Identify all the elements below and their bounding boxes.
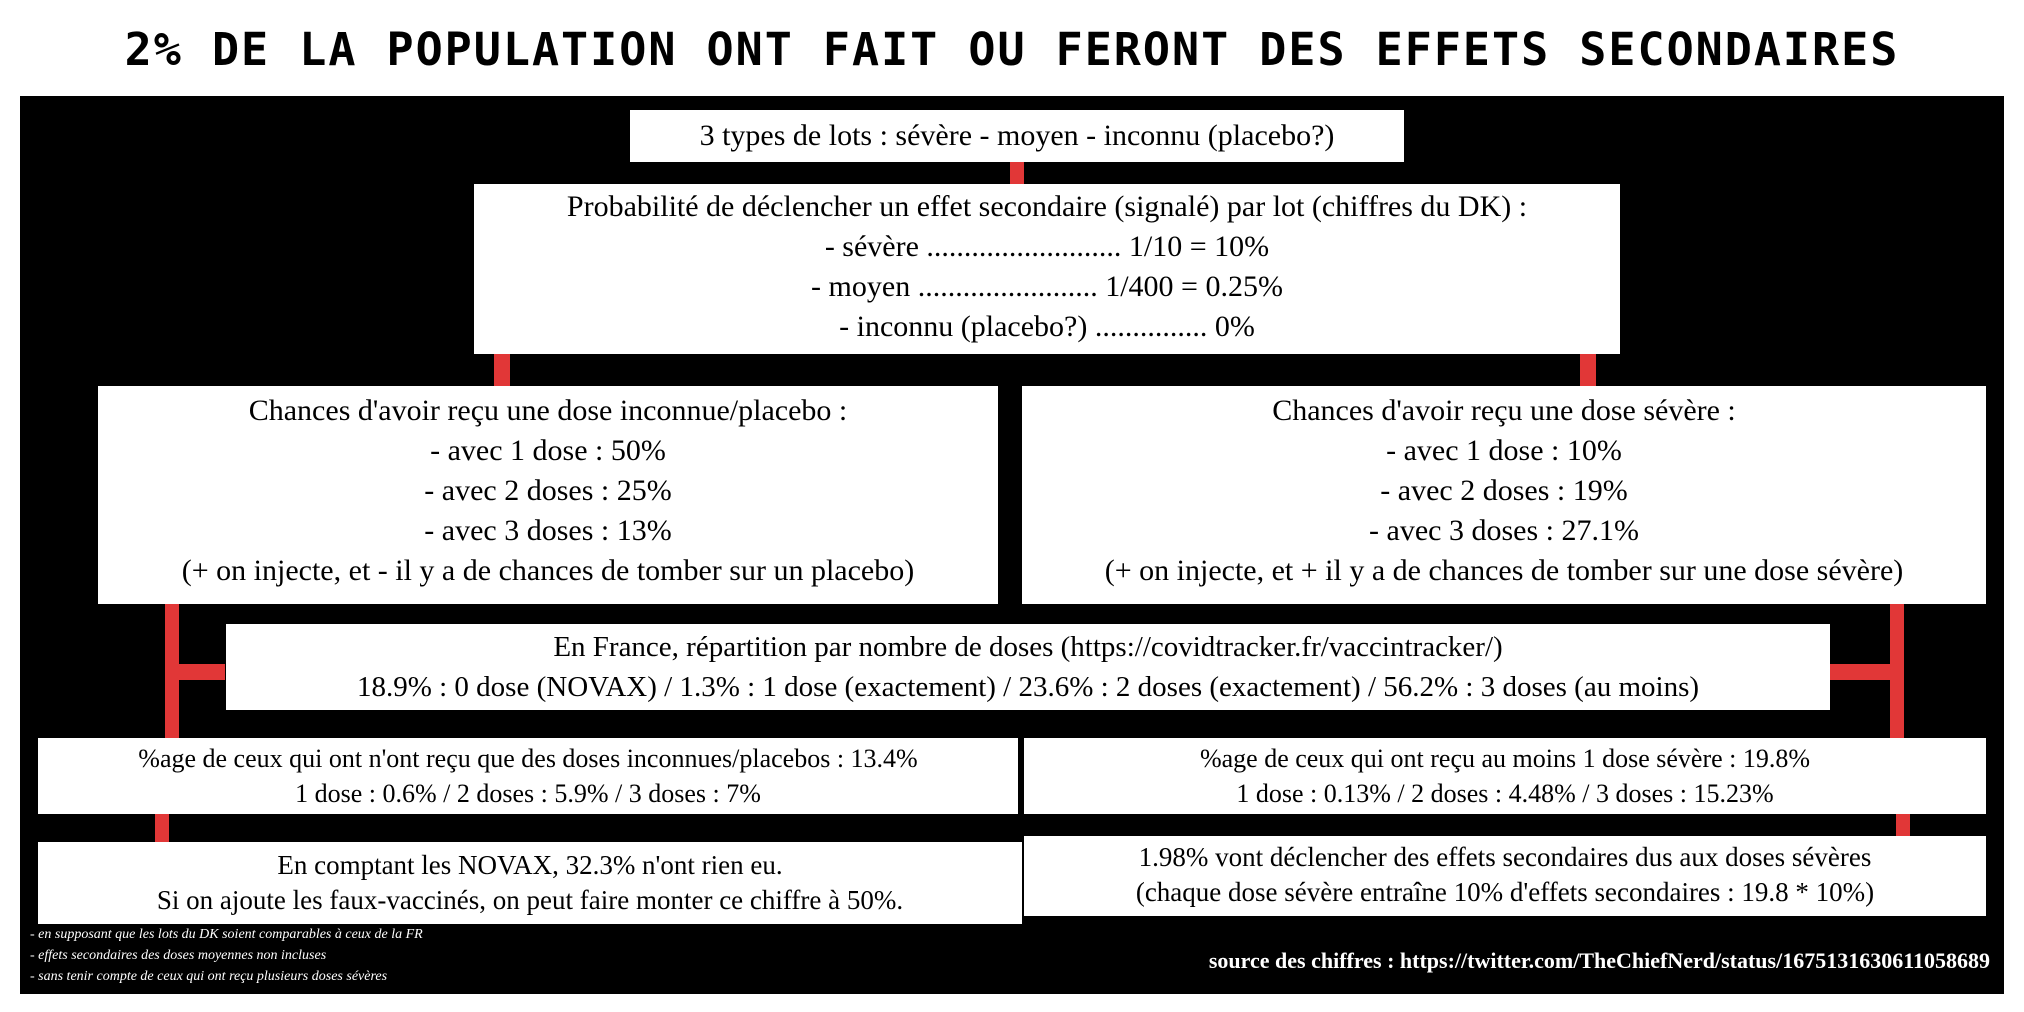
connector-left-branch: [165, 664, 225, 680]
probability-line-severe: - sévère .......................... 1/10 = 10%: [824, 230, 1270, 263]
severe-chances-note: (+ on injecte, et + il y a de chances de tomber sur une dose sévère): [1104, 554, 1904, 587]
probability-box: [474, 184, 1620, 354]
severe-percentage-heading: %age de ceux qui ont reçu au moins 1 dose sévère : 19.8%: [1199, 744, 1811, 773]
placebo-percentage-breakdown: 1 dose : 0.6% / 2 doses : 5.9% / 3 doses : 7%: [295, 779, 761, 808]
probability-line-medium: - moyen ........................ 1/400 = 0.25%: [811, 270, 1283, 303]
connector-lots-probability: [1010, 162, 1024, 186]
conclusion-line-2: (chaque dose sévère entraîne 10% d'effets secondaires : 19.8 * 10%): [1135, 877, 1875, 907]
france-distribution-line: 18.9% : 0 dose (NOVAX) / 1.3% : 1 dose (exactement) / 23.6% : 2 doses (exactement) / 56.2% : 3 doses (au moins): [356, 671, 1700, 703]
severe-percentage-box: [1024, 738, 1986, 814]
diagram-canvas: [20, 96, 2004, 994]
severe-percentage-breakdown: 1 dose : 0.13% / 2 doses : 4.48% / 3 doses : 15.23%: [1236, 779, 1774, 808]
severe-chances-heading: Chances d'avoir reçu une dose sévère :: [1272, 394, 1736, 427]
placebo-chances-box: [98, 386, 998, 604]
lots-types-box: [630, 110, 1404, 162]
lots-types-text: 3 types de lots : sévère - moyen - inconnu (placebo?): [699, 119, 1335, 152]
footnote-1: - en supposant que les lots du DK soient comparables à ceux de la FR: [30, 927, 423, 942]
placebo-chances-3-doses: - avec 3 doses : 13%: [424, 514, 672, 547]
probability-line-unknown: - inconnu (placebo?) ............... 0%: [839, 310, 1255, 343]
placebo-chances-note: (+ on injecte, et - il y a de chances de tomber sur un placebo): [181, 554, 915, 587]
placebo-chances-2-doses: - avec 2 doses : 25%: [424, 474, 672, 507]
severe-chances-box: [1022, 386, 1986, 604]
conclusion-line-1: 1.98% vont déclencher des effets secondaires dus aux doses sévères: [1138, 842, 1872, 872]
footnote-2: - effets secondaires des doses moyennes non incluses: [30, 948, 327, 963]
page-title: 2% DE LA POPULATION ONT FAIT OU FERONT DES EFFETS SECONDAIRES: [124, 23, 1900, 76]
severe-chances-3-doses: - avec 3 doses : 27.1%: [1369, 514, 1639, 547]
placebo-percentage-heading: %age de ceux qui ont n'ont reçu que des doses inconnues/placebos : 13.4%: [138, 744, 918, 773]
placebo-chances-heading: Chances d'avoir reçu une dose inconnue/placebo :: [248, 394, 848, 427]
probability-heading: Probabilité de déclencher un effet secondaire (signalé) par lot (chiffres du DK) :: [566, 190, 1528, 223]
severe-chances-1-dose: - avec 1 dose : 10%: [1386, 434, 1622, 467]
connector-probability-placebo: [494, 354, 510, 386]
source-link[interactable]: source des chiffres : https://twitter.com/TheChiefNerd/status/1675131630611058689: [1208, 948, 1990, 973]
france-distribution-box: [226, 624, 1830, 710]
novax-box: [38, 842, 1022, 924]
placebo-chances-1-dose: - avec 1 dose : 50%: [430, 434, 666, 467]
connector-probability-severe: [1580, 354, 1596, 386]
footnote-3: - sans tenir compte de ceux qui ont reçu plusieurs doses sévères: [30, 969, 388, 984]
placebo-percentage-box: [38, 738, 1018, 814]
novax-line-1: En comptant les NOVAX, 32.3% n'ont rien eu.: [277, 850, 783, 880]
severe-chances-2-doses: - avec 2 doses : 19%: [1380, 474, 1628, 507]
france-distribution-heading: En France, répartition par nombre de doses (https://covidtracker.fr/vaccintracker/): [553, 631, 1503, 663]
novax-line-2: Si on ajoute les faux-vaccinés, on peut faire monter ce chiffre à 50%.: [156, 885, 904, 915]
conclusion-box: [1024, 836, 1986, 916]
footnotes: [30, 924, 423, 987]
connector-right-branch: [1830, 664, 1904, 680]
